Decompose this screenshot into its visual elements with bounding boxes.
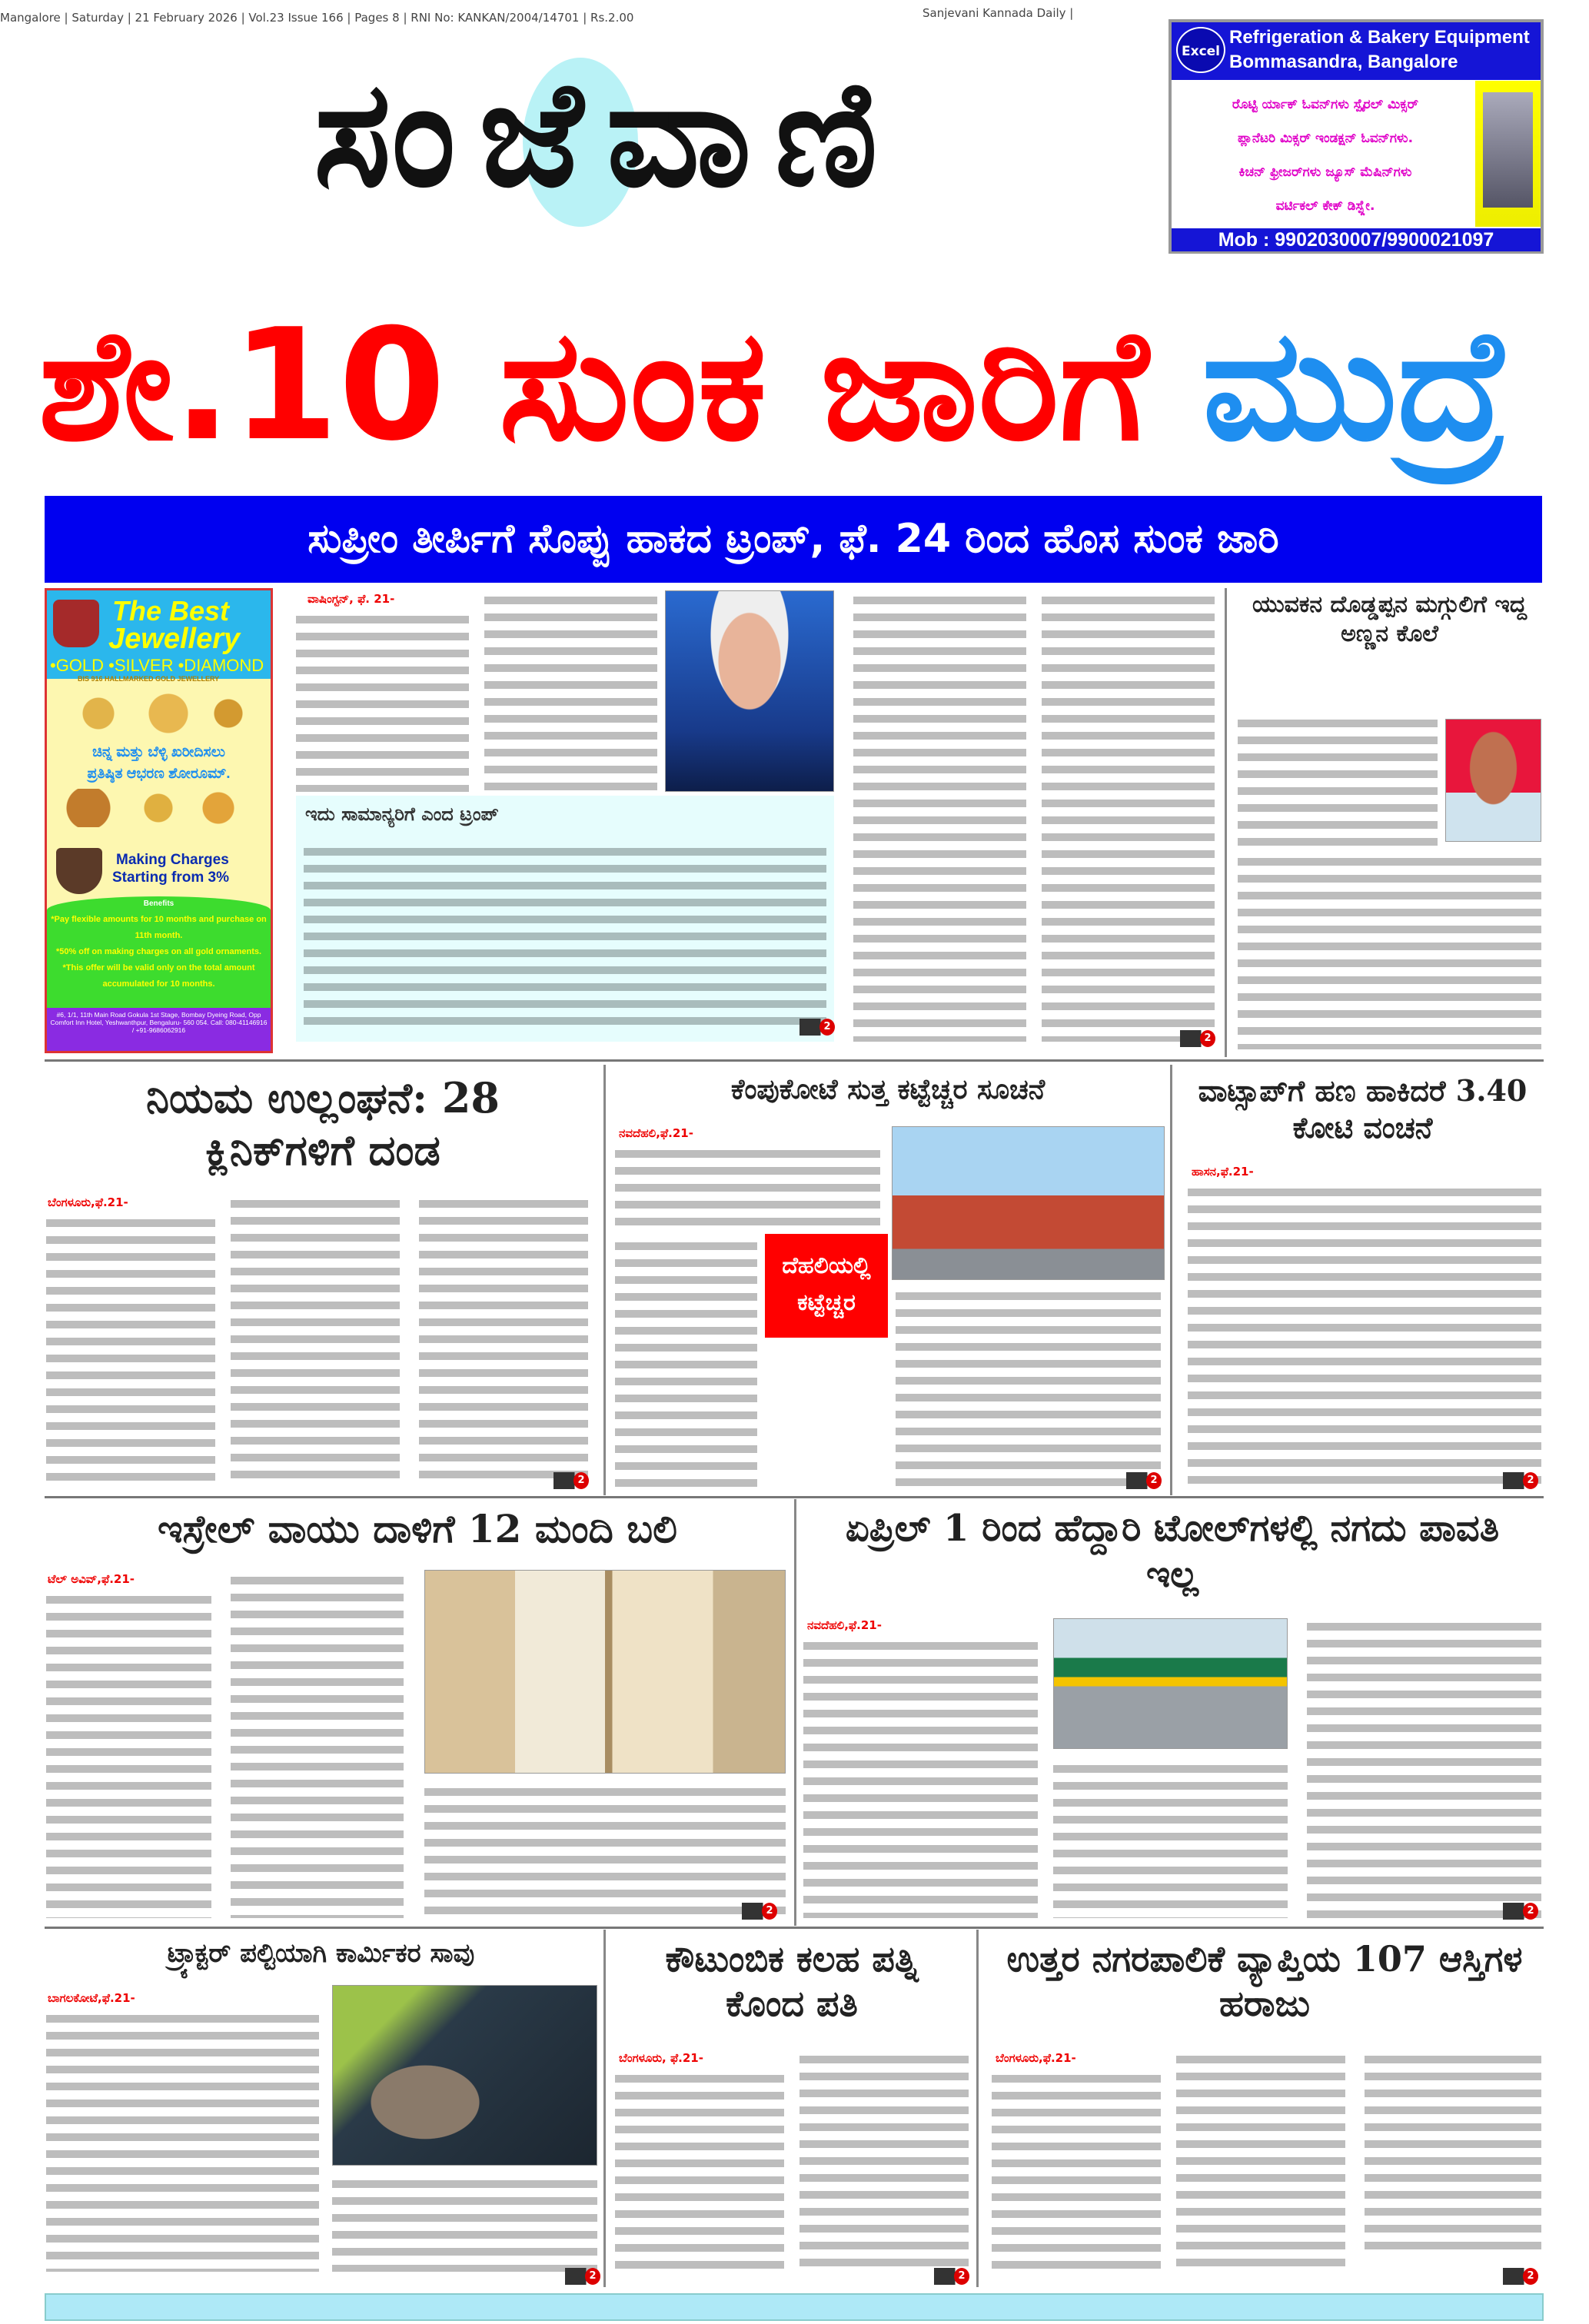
box-heading: ಇದು ಸಾಮಾನ್ಯರಿಗೆ ಎಂದ ಟ್ರಂಪ್ [305, 803, 499, 825]
ad-jewellery [45, 588, 273, 1053]
story-headline: ಏಪ್ರಿಲ್ 1 ರಿಂದ ಹೆದ್ದಾರಿ ಟೋಲ್‌ಗಳಲ್ಲಿ ನಗದು ಪಾವತಿ ಇಲ್ಲ [845, 1507, 1500, 1596]
dateline: Mangalore | Saturday | 21 February 2026 | Vol.23 Issue 166 | Pages 8 | RNI No: KANKAN/2004/14701 | Rs.2.00 [0, 11, 634, 25]
jewellery-crown-logo [53, 600, 99, 647]
toll-plaza-photo [1053, 1618, 1288, 1749]
ad-kannada: ಚಿನ್ನ ಮತ್ತು ಬೆಳ್ಳಿ ಖರೀದಿಸಲು [92, 744, 225, 760]
page-number: 2 [1200, 1030, 1215, 1047]
story-headline: ಯುವಕನ ದೊಡ್ಡಪ್ಪನ ಮಗ್ಗುಲಿಗೆ ಇದ್ದ ಅಣ್ಣನ ಕೊಲೆ [1252, 591, 1528, 647]
dateline-right: Sanjevani Kannada Daily | [922, 6, 1074, 20]
article-text [615, 2070, 784, 2274]
ad-lines [1179, 88, 1471, 223]
dateline: ನವದೆಹಲಿ,ಫೆ.21- [619, 1126, 693, 1140]
article-text [1176, 2051, 1345, 2274]
ad-line: ವರ್ಟಿಕಲ್ ಕೇಕ್ ಡಿಸ್ಪ್ಲೇ. [1275, 198, 1375, 214]
article-text [1365, 2051, 1541, 2259]
page-number: 2 [1523, 2268, 1538, 2285]
lead-subhead: ಸುಪ್ರೀಂ ತೀರ್ಪಿಗೆ ಸೊಪ್ಪು ಹಾಕದ ಟ್ರಂಪ್, ಫೆ. 24 ರಿಂದ ಹೊಸ ಸುಂಕ ಜಾರಿ [45, 496, 1542, 583]
continued-marker [1503, 1472, 1538, 1489]
continued-marker [553, 1472, 589, 1489]
ad-title: Jewellery [108, 623, 241, 655]
ad-making: Making Charges [116, 852, 229, 868]
page-number: 2 [573, 1472, 589, 1489]
continued-marker [1503, 2268, 1538, 2285]
ad-line: ಕಿಚನ್ ಫ್ರೀಜರ್‌ಗಳು ಜ್ಯೂಸ್ ಮೆಷಿನ್‌ಗಳು [1238, 165, 1412, 180]
red-fort-photo [892, 1126, 1165, 1280]
footer-strip [45, 2293, 1544, 2321]
column-divider [1225, 588, 1227, 1057]
story-headline: ಕೌಟುಂಬಿಕ ಕಲಹ ಪತ್ನಿ ಕೊಂದ ಪತಿ [665, 1938, 919, 2024]
airstrike-photo [424, 1570, 786, 1774]
page-number: 2 [762, 1903, 777, 1920]
story-headline: ಉತ್ತರ ನಗರಪಾಲಿಕೆ ವ್ಯಾಪ್ತಿಯ 107 ಆಸ್ತಿಗಳ ಹರಾಜು [1006, 1938, 1523, 2024]
column-divider [794, 1499, 796, 1926]
ad-mobile: Mob : 9902030007/9900021097 [1172, 228, 1541, 251]
ad-title: The Best [112, 595, 230, 627]
box-text [304, 843, 826, 1028]
trump-photo [665, 590, 834, 792]
ad-hallmark: BIS 916 HALLMARKED GOLD JEWELLERY [78, 675, 220, 683]
ad-machine-image [1475, 81, 1541, 227]
continued-marker [1180, 1030, 1215, 1047]
column-divider [1170, 1065, 1172, 1495]
article-text [1238, 715, 1438, 846]
page-number: 2 [954, 2268, 969, 2285]
dateline: ಬಾಗಲಕೋಟೆ,ಫೆ.21- [48, 1991, 135, 2005]
ad-benefit-list [50, 912, 268, 992]
continued-marker [565, 2268, 600, 2285]
continued-marker [799, 1019, 835, 1036]
dateline: ವಾಷಿಂಗ್ಟನ್, ಫೆ. 21- [307, 592, 395, 606]
lead-headline [38, 278, 1545, 494]
dateline: ಹಾಸನ,ಫೆ.21- [1192, 1165, 1254, 1179]
ad-benefits: Benefits [143, 899, 175, 908]
story-headline: ಇಸ್ರೇಲ್ ವಾಯು ದಾಳಿಗೆ 12 ಮಂದಿ ಬಲಿ [158, 1506, 677, 1551]
jewellery-image [58, 690, 258, 736]
article-text [46, 2010, 319, 2272]
victim-photo [1445, 719, 1541, 842]
dateline: ಬೆಂಗಳೂರು, ಫೆ.21- [619, 2051, 703, 2065]
column-divider [976, 1930, 979, 2287]
page-number: 2 [819, 1019, 835, 1036]
story-headline: ನಿಯಮ ಉಲ್ಲಂಘನೆ: 28 ಕ್ಲಿನಿಕ್‌ಗಳಿಗೆ ದಂಡ [146, 1073, 500, 1175]
masthead-title: ಸಂಜೆವಾಣಿ [314, 49, 901, 219]
accident-photo [332, 1985, 597, 2166]
article-text [615, 1145, 880, 1234]
article-text [1053, 1760, 1288, 1918]
continued-marker [1503, 1903, 1538, 1920]
ad-metals: •GOLD •SILVER •DIAMOND [50, 656, 264, 675]
article-text [231, 1195, 400, 1488]
article-text [803, 1637, 1038, 1918]
excel-logo: Excel [1176, 27, 1225, 73]
ad-kannada: ಪ್ರತಿಷ್ಠಿತ ಆಭರಣ ಶೋರೂಮ್. [87, 766, 231, 782]
ad-benefit: *This offer will be valid only on the total amount accumulated for 10 months. [62, 963, 255, 989]
page-number: 2 [1146, 1472, 1162, 1489]
article-text [1307, 1618, 1541, 1918]
dateline: ಟೆಲ್ ಅವಿವ್,ಫೆ.21- [48, 1572, 135, 1586]
ad-benefit: *Pay flexible amounts for 10 months and purchase on 11th month. [51, 915, 267, 940]
ad-title: Refrigeration & Bakery Equipment [1229, 27, 1530, 48]
continued-marker [742, 1903, 777, 1920]
section-divider [45, 1059, 1544, 1062]
continued-marker [1126, 1472, 1162, 1489]
lead-headline-red: ಶೇ.10 ಸುಂಕ ಜಾರಿಗೆ [38, 296, 1149, 475]
article-text [992, 2070, 1161, 2274]
dateline: ಬೆಂಗಳೂರು,ಫೆ.21- [996, 2051, 1076, 2065]
dateline: ಬೆಂಗಳೂರು,ಫೆ.21- [48, 1195, 128, 1209]
ad-subtitle: Bommasandra, Bangalore [1229, 52, 1458, 72]
article-text [1042, 592, 1215, 1042]
ad-benefit: *50% off on making charges on all gold ornaments. [55, 947, 262, 956]
story-headline: ಟ್ರ್ಯಾಕ್ಟರ್ ಪಲ್ಟಿಯಾಗಿ ಕಾರ್ಮಿಕರ ಸಾವು [167, 1938, 475, 1969]
article-text [1238, 853, 1541, 1049]
ad-line: ರೊಟ್ಟಿ ರ್ಯಾಕ್ ಓವನ್‌ಗಳು ಸ್ಪೈರಲ್ ಮಿಕ್ಸರ್ [1232, 97, 1419, 112]
masthead-logo [69, 38, 1145, 231]
golden-flexi-badge [56, 848, 102, 894]
article-text [419, 1195, 588, 1488]
ad-line: ಪ್ಲಾನೆಟರಿ ಮಿಕ್ಸರ್ ಇಂಡಕ್ಷನ್ ಓವನ್‌ಗಳು. [1237, 131, 1414, 146]
story-headline: ವಾಟ್ಸಾಪ್‌ಗೆ ಹಣ ಹಾಕಿದರೆ 3.40 ಕೋಟಿ ವಂಚನೆ [1198, 1073, 1528, 1145]
ad-making: Starting from 3% [112, 869, 230, 886]
article-text [615, 1238, 757, 1488]
jewellery-image [58, 789, 258, 827]
article-text [424, 1784, 786, 1918]
article-text [332, 2176, 597, 2272]
page-number: 2 [1523, 1472, 1538, 1489]
article-text [799, 2051, 969, 2274]
article-text [484, 592, 657, 792]
article-text [231, 1572, 404, 1918]
lead-headline-blue: ಮುದ್ರೆ [1202, 296, 1510, 475]
ad-address: #6, 1/1, 11th Main Road Gokula 1st Stage, Bombay Dyeing Road, Opp Comfort Inn Hotel, Yeshwanthpur, Bengaluru- 560 054. Call: 080-41146916 / +91-9686062916 [47, 1008, 271, 1051]
article-text [46, 1591, 211, 1918]
ad-excel [1168, 19, 1544, 254]
column-divider [603, 1065, 606, 1495]
story-headline: ಕೆಂಪುಕೋಟೆ ಸುತ್ತ ಕಟ್ಟೆಚ್ಚರ ಸೂಚನೆ [730, 1073, 1045, 1105]
article-text [296, 611, 469, 792]
lead-box [296, 796, 834, 1042]
story-tag: ದೆಹಲಿಯಲ್ಲಿ ಕಟ್ಟೆಚ್ಚರ [765, 1234, 888, 1338]
article-text [896, 1288, 1161, 1488]
page-number: 2 [585, 2268, 600, 2285]
article-text [46, 1215, 215, 1488]
column-divider [603, 1930, 606, 2287]
dateline: ನವದೆಹಲಿ,ಫೆ.21- [807, 1618, 882, 1632]
page-number: 2 [1523, 1903, 1538, 1920]
continued-marker [934, 2268, 969, 2285]
section-divider [45, 1496, 1544, 1498]
article-text [853, 592, 1026, 1042]
section-divider [45, 1927, 1544, 1929]
article-text [1188, 1184, 1541, 1488]
